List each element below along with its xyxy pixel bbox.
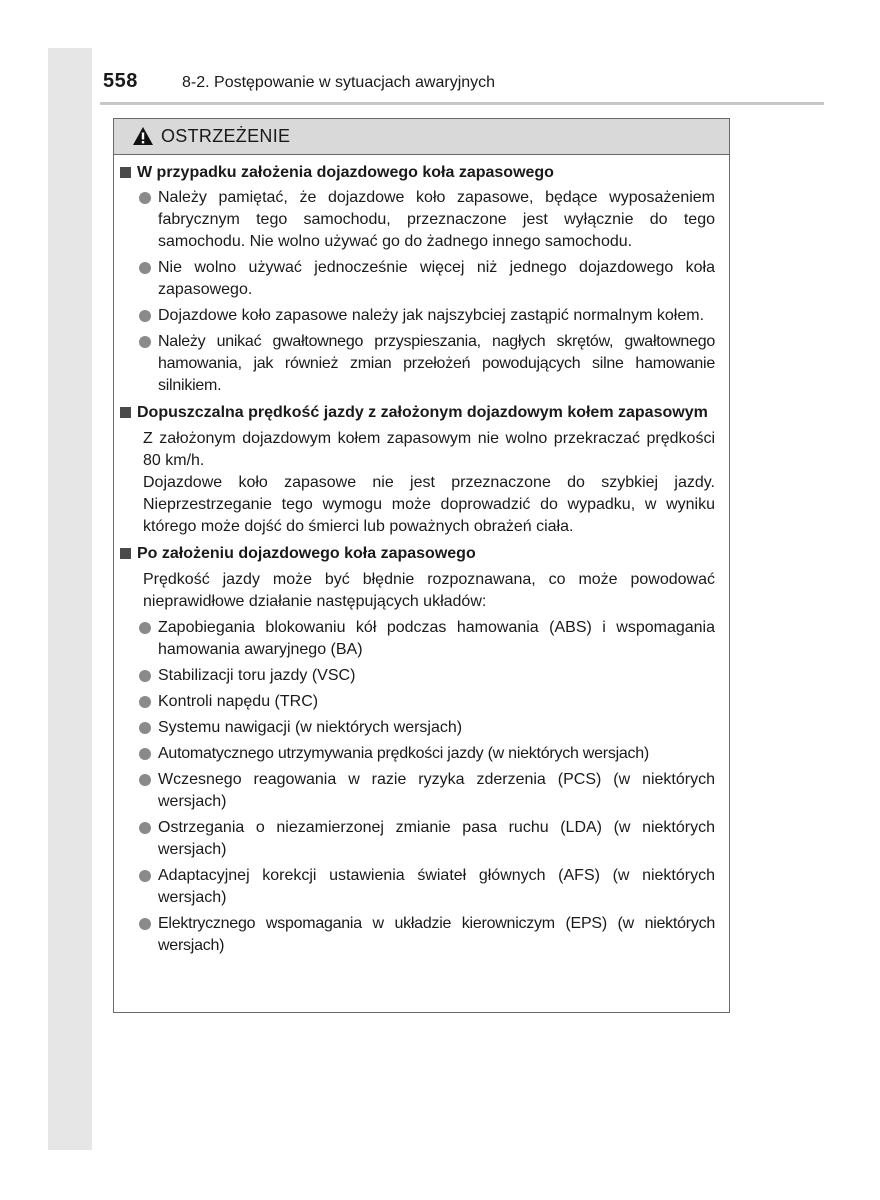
list-item bbox=[120, 913, 715, 957]
list-item bbox=[120, 331, 715, 397]
warning-triangle-icon bbox=[132, 126, 154, 146]
round-bullet-icon bbox=[139, 696, 151, 708]
list-item-text: Należy pamiętać, że dojazdowe koło zapasowe, będące wyposażeniem fabrycznym tego samochodu, przeznaczone jest wyłącznie do tego samochodu. Nie wolno używać go do żadnego innego samochodu. bbox=[158, 189, 715, 250]
list-item-text: Automatycznego utrzymywania prędkości jazdy (w niektórych wersjach) bbox=[158, 745, 649, 762]
section-title: 8-2. Postępowanie w sytuacjach awaryjnych bbox=[182, 74, 496, 91]
paragraph: Dojazdowe koło zapasowe nie jest przeznaczone do szybkiej jazdy. Nieprzestrzeganie tego wymogu może doprowadzić do wypadku, w wyniku którego może dojść do śmierci lub poważnych obrażeń ciała. bbox=[143, 474, 715, 535]
round-bullet-icon bbox=[139, 262, 151, 274]
list-item-text: Systemu nawigacji (w niektórych wersjach) bbox=[158, 719, 463, 736]
round-bullet-icon bbox=[139, 722, 151, 734]
list-item bbox=[120, 665, 715, 687]
section-heading-text: Po założeniu dojazdowego koła zapasowego bbox=[137, 545, 476, 562]
section-heading bbox=[120, 162, 715, 184]
warning-content bbox=[114, 155, 729, 957]
list-item bbox=[120, 187, 715, 253]
round-bullet-icon bbox=[139, 774, 151, 786]
list-item bbox=[120, 617, 715, 661]
list-item bbox=[120, 769, 715, 813]
page-number: 558 bbox=[103, 70, 138, 92]
list-item-text: Elektrycznego wspomagania w układzie kierowniczym (EPS) (w niektórych wersjach) bbox=[158, 915, 715, 954]
warning-header bbox=[114, 119, 729, 155]
list-item-text: Dojazdowe koło zapasowe należy jak najszybciej zastąpić normalnym kołem. bbox=[158, 307, 705, 324]
paragraph: Prędkość jazdy może być błędnie rozpoznawana, co może powodować nieprawidłowe działanie następujących układów: bbox=[143, 571, 715, 610]
list-item-text: Należy unikać gwałtownego przyspieszania, nagłych skrętów, gwałtownego hamowania, jak również zmian przełożeń powodujących silne hamowanie silnikiem. bbox=[158, 333, 715, 394]
round-bullet-icon bbox=[139, 622, 151, 634]
list-item-text: Stabilizacji toru jazdy (VSC) bbox=[158, 667, 356, 684]
round-bullet-icon bbox=[139, 748, 151, 760]
square-bullet-icon bbox=[120, 167, 131, 178]
list-item bbox=[120, 817, 715, 861]
section-heading bbox=[120, 543, 715, 565]
section-heading-text: Dopuszczalna prędkość jazdy z założonym dojazdowym kołem zapasowym bbox=[137, 404, 708, 421]
list-item bbox=[120, 257, 715, 301]
list-item-text: Ostrzegania o niezamierzonej zmianie pasa ruchu (LDA) (w niektórych wersjach) bbox=[158, 819, 715, 858]
list-item-text: Wczesnego reagowania w razie ryzyka zderzenia (PCS) (w niektórych wersjach) bbox=[158, 771, 715, 810]
list-item-text: Nie wolno używać jednocześnie więcej niż jednego dojazdowego koła zapasowego. bbox=[158, 259, 715, 298]
round-bullet-icon bbox=[139, 336, 151, 348]
list-item bbox=[120, 691, 715, 713]
round-bullet-icon bbox=[139, 310, 151, 322]
round-bullet-icon bbox=[139, 670, 151, 682]
list-item bbox=[120, 865, 715, 909]
list-item-text: Adaptacyjnej korekcji ustawienia świateł głównych (AFS) (w niektórych wersjach) bbox=[158, 867, 715, 906]
page-header bbox=[100, 70, 824, 105]
square-bullet-icon bbox=[120, 548, 131, 559]
section-heading-text: W przypadku założenia dojazdowego koła zapasowego bbox=[137, 164, 554, 181]
round-bullet-icon bbox=[139, 870, 151, 882]
list-item bbox=[120, 305, 715, 327]
page-edge-band bbox=[48, 48, 92, 1150]
warning-title: OSTRZEŻENIE bbox=[161, 126, 291, 146]
warning-box bbox=[113, 118, 730, 1013]
section-heading bbox=[120, 402, 715, 424]
round-bullet-icon bbox=[139, 822, 151, 834]
square-bullet-icon bbox=[120, 407, 131, 418]
list-item-text: Zapobiegania blokowaniu kół podczas hamowania (ABS) i wspomagania hamowania awaryjnego (BA) bbox=[158, 619, 715, 658]
list-item bbox=[120, 743, 715, 765]
round-bullet-icon bbox=[139, 192, 151, 204]
round-bullet-icon bbox=[139, 918, 151, 930]
list-item-text: Kontroli napędu (TRC) bbox=[158, 693, 319, 710]
paragraph: Z założonym dojazdowym kołem zapasowym nie wolno przekraczać prędkości 80 km/h. bbox=[143, 430, 715, 469]
list-item bbox=[120, 717, 715, 739]
